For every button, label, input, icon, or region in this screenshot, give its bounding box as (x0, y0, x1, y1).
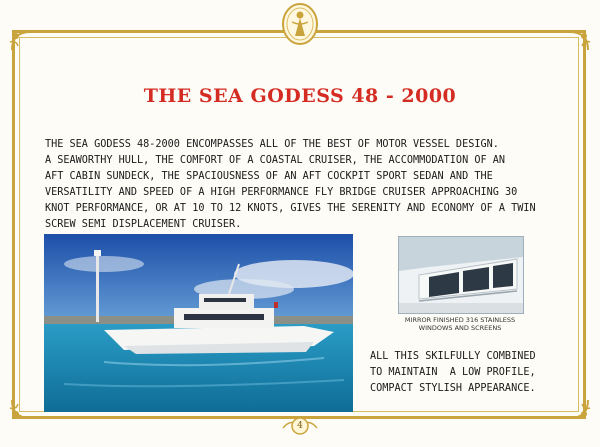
gold-flourish-icon (8, 396, 34, 422)
closing-paragraph (370, 349, 570, 397)
caption-line: WINDOWS AND SCREENS (418, 324, 502, 332)
gold-flourish-icon (566, 396, 592, 422)
page-number: 4 (297, 421, 303, 431)
closing-line: TO MAINTAIN A LOW PROFILE, (370, 367, 536, 378)
photo-caption (385, 316, 535, 332)
intro-line: AFT CABIN SUNDECK, THE SPACIOUSNESS OF AN AFT COCKPIT SPORT SEDAN AND THE (45, 171, 493, 182)
intro-paragraph (45, 137, 560, 233)
closing-line: COMPACT STYLISH APPEARANCE. (370, 383, 536, 394)
page-title: THE SEA GODESS 48 - 2000 (143, 85, 457, 107)
gold-flourish-icon (8, 28, 34, 54)
intro-line: A SEAWORTHY HULL, THE COMFORT OF A COASTAL CRUISER, THE ACCOMMODATION OF AN (45, 155, 506, 166)
intro-line: KNOT PERFORMANCE, OR AT 10 TO 12 KNOTS, GIVES THE SERENITY AND ECONOMY OF A TWIN (45, 203, 536, 214)
intro-line: SCREW SEMI DISPLACEMENT CRUISER. (45, 219, 242, 230)
caption-line: MIRROR FINISHED 316 STAINLESS (404, 316, 516, 324)
yacht-photo (44, 234, 353, 412)
closing-line: ALL THIS SKILFULLY COMBINED (370, 351, 536, 362)
intro-line: THE SEA GODESS 48-2000 ENCOMPASSES ALL OF THE BEST OF MOTOR VESSEL DESIGN. (45, 139, 499, 150)
goddess-emblem-icon (280, 2, 320, 46)
window-detail-photo (398, 236, 524, 314)
intro-line: VERSATILITY AND SPEED OF A HIGH PERFORMANCE FLY BRIDGE CRUISER APPROACHING 30 (45, 187, 518, 198)
gold-flourish-icon (566, 28, 592, 54)
page-number-ornament (281, 414, 319, 440)
